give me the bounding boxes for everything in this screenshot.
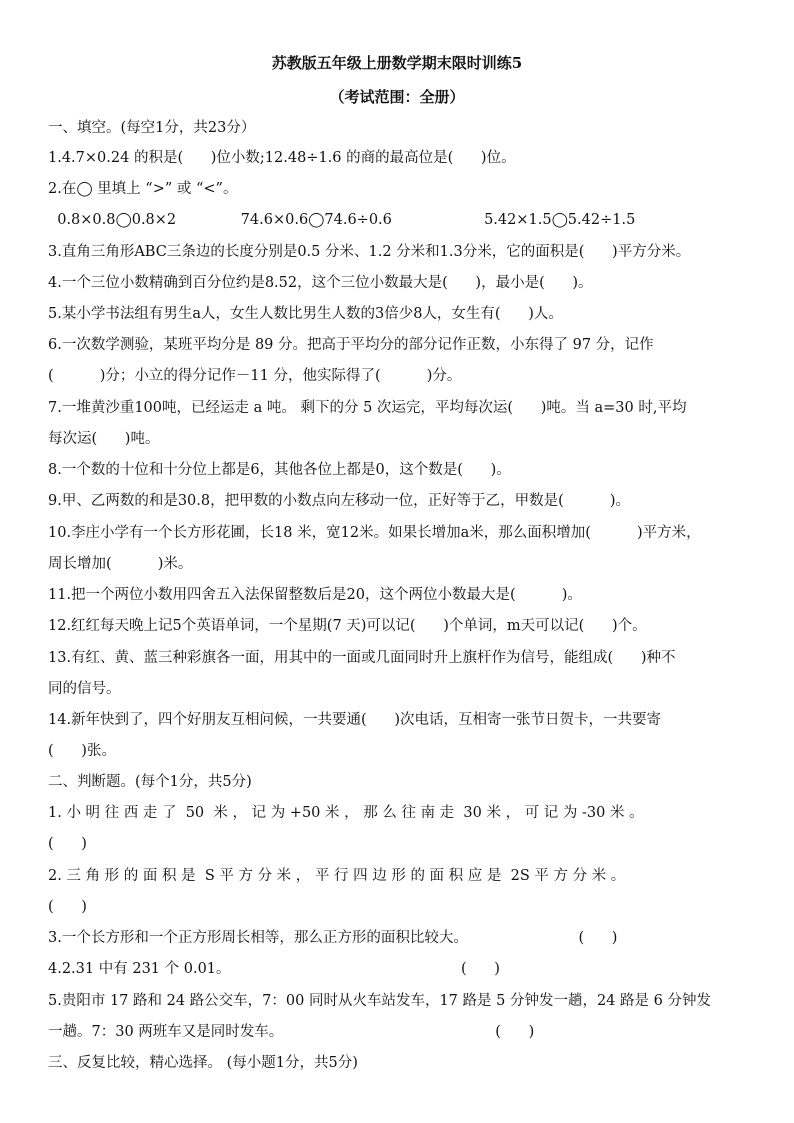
question-line: 1.4.7×0.24 的积是( )位小数;12.48÷1.6 的商的最高位是( )位。 [48,150,516,166]
question-line: 4.一个三位小数精确到百分位约是8.52，这个三位小数最大是( )，最小是( )。 [48,275,593,291]
question-line: ( ) [48,899,87,915]
question-line: 5.贵阳市 17 路和 24 路公交车，7：00 同时从火车站发车，17 路是 5 分钟发一趟，24 路是 6 分钟发 [48,993,711,1009]
question-line: 2. 三 角 形 的 面 积 是 S 平 方 分 米 ， 平 行 四 边 形 的 面 积 应 是 2S 平 方 分 米 。 [48,868,626,884]
question-line: 2.在◯ 里填上 “>” 或 “<”。 [48,181,238,197]
question-line: 12.红红每天晚上记5个英语单词，一个星期(7 天)可以记( )个单词，m天可以记( )个。 [48,618,647,634]
section-heading-fill-blank: 一、填空。(每空1分，共23分） [48,120,256,136]
question-line: 3.一个长方形和一个正方形周长相等，那么正方形的面积比较大。 ( ) [48,930,618,946]
question-line: 13.有红、黄、蓝三种彩旗各一面，用其中的一面或几面同时升上旗杆作为信号，能组成( )种不 [48,650,676,666]
section-heading-true-false: 二、判断题。(每个1分，共5分) [48,774,252,790]
question-line: 同的信号。 [48,681,121,697]
page-subtitle: （考试范围：全册） [329,88,465,106]
question-line: 7.一堆黄沙重100吨，已经运走 a 吨。 剩下的分 5 次运完，平均每次运( )吨。当 a=30 时,平均 [48,400,687,416]
question-line: ( )张。 [48,743,116,759]
page-title: 苏教版五年级上册数学期末限时训练5 [271,54,523,72]
question-line: ( )分；小立的得分记作－11 分，他实际得了( )分。 [48,368,462,384]
question-line: 1. 小 明 往 西 走 了 50 米 ， 记 为 +50 米 ， 那 么 往 南 走 30 米 ， 可 记 为 -30 米 。 [48,805,644,821]
question-line: 每次运( )吨。 [48,431,160,447]
question-line: 3.直角三角形ABC三条边的长度分别是0.5 分米、1.2 分米和1.3分米，它的面积是( )平方分米。 [48,244,691,260]
question-line: 0.8×0.8◯0.8×2 74.6×0.6◯74.6÷0.6 5.42×1.5◯5.42÷1.5 [48,212,636,228]
question-line: 周长增加( )米。 [48,556,193,572]
question-line: 6.一次数学测验，某班平均分是 89 分。把高于平均分的部分记作正数，小东得了 97 分，记作 [48,337,654,353]
question-line: 9.甲、乙两数的和是30.8，把甲数的小数点向左移动一位，正好等于乙，甲数是( )。 [48,493,631,509]
question-line: ( ) [48,836,87,852]
question-line: 5.某小学书法组有男生a人，女生人数比男生人数的3倍少8人，女生有( )人。 [48,306,563,322]
question-line: 10.李庄小学有一个长方形花圃，长18 米，宽12米。如果长增加a米，那么面积增加( )平方米， [48,525,701,541]
question-line: 8.一个数的十位和十分位上都是6，其他各位上都是0，这个数是( )。 [48,462,511,478]
question-line: 一趟。7：30 两班车又是同时发车。 ( ) [48,1024,535,1040]
section-heading-multiple-choice: 三、反复比较，精心选择。 (每小题1分，共5分) [48,1055,358,1071]
question-line: 14.新年快到了，四个好朋友互相问候，一共要通( )次电话，互相寄一张节日贺卡，一共要寄 [48,712,662,728]
question-line: 11.把一个两位小数用四舍五入法保留整数后是20，这个两位小数最大是( )。 [48,587,582,603]
question-line: 4.2.31 中有 231 个 0.01。 ( ) [48,961,500,977]
